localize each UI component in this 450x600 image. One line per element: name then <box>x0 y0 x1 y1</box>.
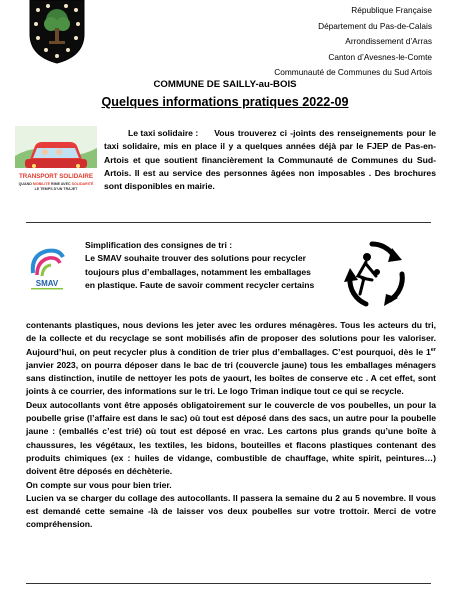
taxi-lead: Le taxi solidaire : <box>128 128 199 138</box>
tri-paragraph-4: Lucien va se charger du collage des autocollants. Il passera la semaine du 2 au 5 novembre. Il vous est demandé cette semaine -là de laisser vos deux poubelles sur votre trottoir. Merci de votre compréhension. <box>26 492 436 530</box>
tri-intro <box>85 239 315 292</box>
taxi-solidaire-paragraph <box>104 127 436 193</box>
tri-paragraph-2: Deux autocollants vont être apposés obligatoirement sur le couvercle de vos poubelles, un pour la poubelle grise (l’affaire est dans le sac) où tout est déposé dans des sacs, un autre pour la poubelle jaune : (emballés c’est trié) où tout est déposé en vrac. Les cartons plus grands qu’une boîte à chaussures, les végétaux, les textiles, les bidons, bouteilles et flacons plastiques contenant des produits chimiques (ex : huiles de vidange, combustible de chauffage, white spirit, peintures…) doivent être déposés en déchèterie. <box>26 399 436 477</box>
triman-logo <box>320 232 436 316</box>
tri-intro-text: Le SMAV souhaite trouver des solutions pour recycler toujours plus d’emballages, notamment les emballages en plastique. Faute de savoir comment recycler certains <box>85 253 315 290</box>
logo-tagline-2: LE TEMPS D’UN TRAJET <box>34 187 78 191</box>
commune-name: COMMUNE DE SAILLY-au-BOIS <box>153 79 297 90</box>
transport-solidaire-logo <box>15 126 97 195</box>
logo-title: TRANSPORT SOLIDAIRE <box>19 173 93 180</box>
tri-paragraph-1: contenants plastiques, nous devions les jeter avec les ordures ménagères. Tous les acteurs du tri, de la collecte et du recyclage se sont mobilisés afin de proposer des solutions pour les valoriser. Aujourd’hui, on peut recycler plus à condition de trier plus d’emballages. C’est pourquoi, dès le 1er janvier 2023, on pourra déposer dans le bac de tri (couvercle jaune) tous les emballages ménagers sans distinction, inutile de nettoyer les pots de yaourt, les boîtes de conserve etc . A cet effet, sont joints à ce courrier, des informations sur le tri. Le logo Triman indique tout ce qui se recycle. <box>26 320 436 397</box>
taxi-text: Vous trouverez ci -joints des renseignements pour le taxi solidaire, mis en place il y a quelques années déjà par le FJEP de Pas-en-Artois et que soutient financièrement la Communauté de Communes du Sud-Artois. Il est au service des personnes âgées non imposables . Des brochures sont disponibles en mairie. <box>104 128 436 192</box>
village-crest-logo <box>28 0 86 64</box>
smav-logo <box>23 243 71 293</box>
admin-line: Arrondissement d’Arras <box>345 36 432 46</box>
tri-body <box>26 319 436 532</box>
admin-line: République Française <box>351 5 432 15</box>
tri-paragraph-3: On compte sur vous pour bien trier. <box>26 479 172 490</box>
section-divider <box>26 222 431 223</box>
logo-tagline: QUAND MOBILITÉ RIME AVEC SOLIDARITÉ <box>18 182 94 186</box>
admin-line: Canton d’Avesnes-le-Comte <box>328 51 432 62</box>
admin-line: Communauté de Communes du Sud Artois <box>274 67 432 77</box>
page-title: Quelques informations pratiques 2022-09 <box>101 95 349 109</box>
smav-logo-text: SMAV <box>35 279 59 288</box>
administrative-header <box>192 3 432 81</box>
admin-line: Département du Pas-de-Calais <box>318 20 432 31</box>
tri-heading: Simplification des consignes de tri : <box>85 240 233 250</box>
bottom-divider <box>26 583 431 584</box>
